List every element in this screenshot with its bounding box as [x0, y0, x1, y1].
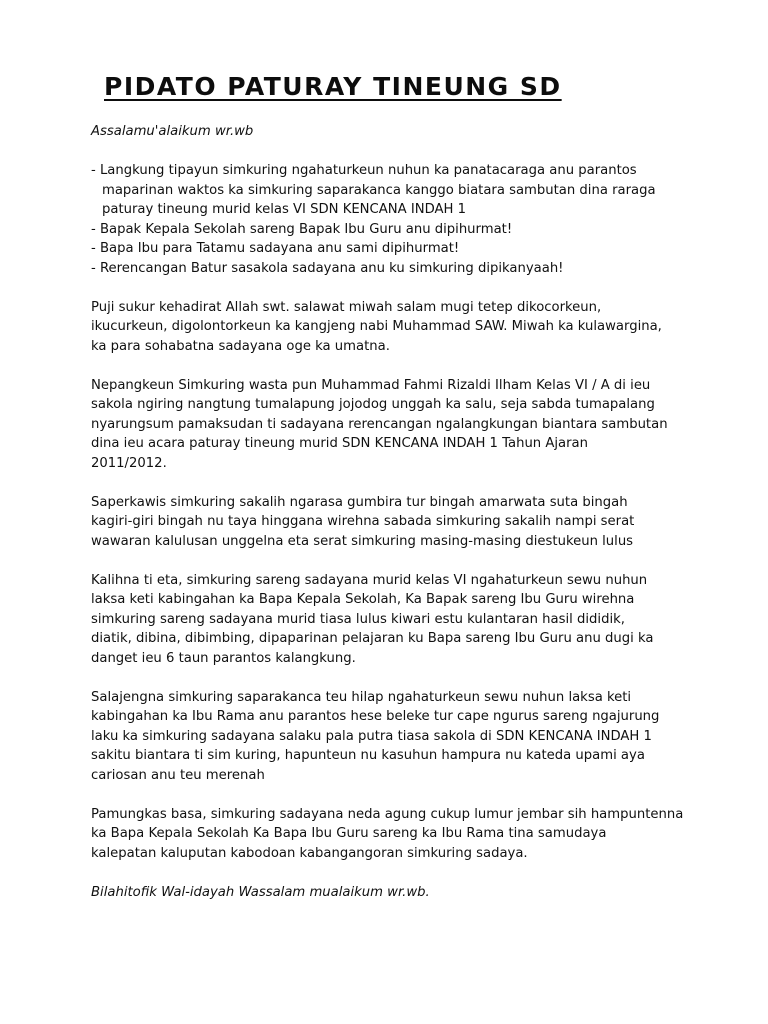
salutation-line: - Rerencangan Batur sasakola sadayana anu ku simkuring dipikanyaah! — [91, 260, 564, 276]
paragraph-line: sakitu biantara ti sim kuring, hapunteun nu kasuhun hampura nu kateda upami aya — [91, 748, 645, 763]
salutation-line: - Bapa Ibu para Tatamu sadayana anu sami dipihurmat! — [91, 241, 460, 256]
salutation-line: paturay tineung murid kelas VI SDN KENCANA INDAH 1 — [102, 202, 467, 217]
paragraph-line: nyarungsum pamaksudan ti sadayana rerencangan ngalangkungan biantara sambutan — [91, 416, 668, 432]
paragraph-line: ikucurkeun, digolontorkeun ka kangjeng nabi Muhammad SAW. Miwah ka kulawargina, — [91, 319, 662, 334]
paragraph-line: danget ieu 6 taun parantos kalangkung. — [91, 650, 356, 666]
paragraph-line: wawaran kalulusan unggelna eta serat simkuring masing-masing diestukeun lulus — [91, 533, 634, 549]
paragraph-line: Salajengna simkuring saparakanca teu hilap ngahaturkeun sewu nuhun laksa keti — [91, 689, 632, 705]
paragraph-line: 2011/2012. — [91, 455, 167, 471]
paragraph-line: Puji sukur kehadirat Allah swt. salawat miwah salam mugi tetep dikocorkeun, — [91, 299, 602, 315]
paragraph-line: cariosan anu teu merenah — [91, 767, 265, 783]
paragraph-line: diatik, dibina, dibimbing, dipaparinan pelajaran ku Bapa sareng Ibu Guru anu dugi ka — [91, 631, 654, 646]
salutation-line: - Bapak Kepala Sekolah sareng Bapak Ibu Guru anu dipihurmat! — [91, 221, 513, 237]
paragraph-line: laku ka simkuring sadayana salaku pala putra tiasa sakola di SDN KENCANA INDAH 1 — [91, 728, 652, 744]
speech-body — [91, 122, 731, 902]
paragraph-line: Nepangkeun Simkuring wasta pun Muhammad Fahmi Rizaldi Ilham Kelas VI / A di ieu — [91, 377, 651, 393]
closing-line: Bilahitofik Wal-idayah Wassalam mualaikum wr.wb. — [91, 884, 430, 900]
paragraph-line: laksa keti kabingahan ka Bapa Kepala Sekolah, Ka Bapak sareng Ibu Guru wirehna — [91, 592, 635, 607]
paragraph-line: kagiri-giri bingah nu taya hinggana wirehna sabada simkuring sakalih nampi serat — [91, 514, 635, 529]
paragraph-line: ka para sohabatna sadayana oge ka umatna. — [91, 338, 390, 354]
paragraph-line: sakola ngiring nangtung tumalapung jojodog unggah ka salu, seja sabda tumapalang — [91, 397, 655, 412]
greeting-line: Assalamu'alaikum wr.wb — [91, 124, 254, 139]
document-title: PIDATO PATURAY TINEUNG SD — [104, 72, 562, 101]
paragraph-line: Kalihna ti eta, simkuring sareng sadayana murid kelas VI ngahaturkeun sewu nuhun — [91, 572, 648, 588]
salutation-line: maparinan waktos ka simkuring saparakanca kanggo biatara sambutan dina raraga — [102, 182, 656, 198]
salutation-line: - Langkung tipayun simkuring ngahaturkeun nuhun ka panatacaraga anu parantos — [91, 163, 637, 178]
paragraph-line: kalepatan kaluputan kabodoan kabangangoran simkuring sadaya. — [91, 845, 528, 861]
paragraph-line: simkuring sareng sadayana murid tiasa lulus kiwari estu kulantaran hasil dididik, — [91, 611, 625, 627]
paragraph-line: dina ieu acara paturay tineung murid SDN KENCANA INDAH 1 Tahun Ajaran — [91, 436, 588, 451]
paragraph-line: Pamungkas basa, simkuring sadayana neda agung cukup lumur jembar sih hampuntenna — [91, 806, 684, 822]
paragraph-line: Saperkawis simkuring sakalih ngarasa gumbira tur bingah amarwata suta bingah — [91, 494, 628, 510]
paragraph-line: ka Bapa Kepala Sekolah Ka Bapa Ibu Guru sareng ka Ibu Rama tina samudaya — [91, 826, 607, 841]
paragraph-line: kabingahan ka Ibu Rama anu parantos hese beleke tur cape ngurus sareng ngajurung — [91, 709, 660, 724]
